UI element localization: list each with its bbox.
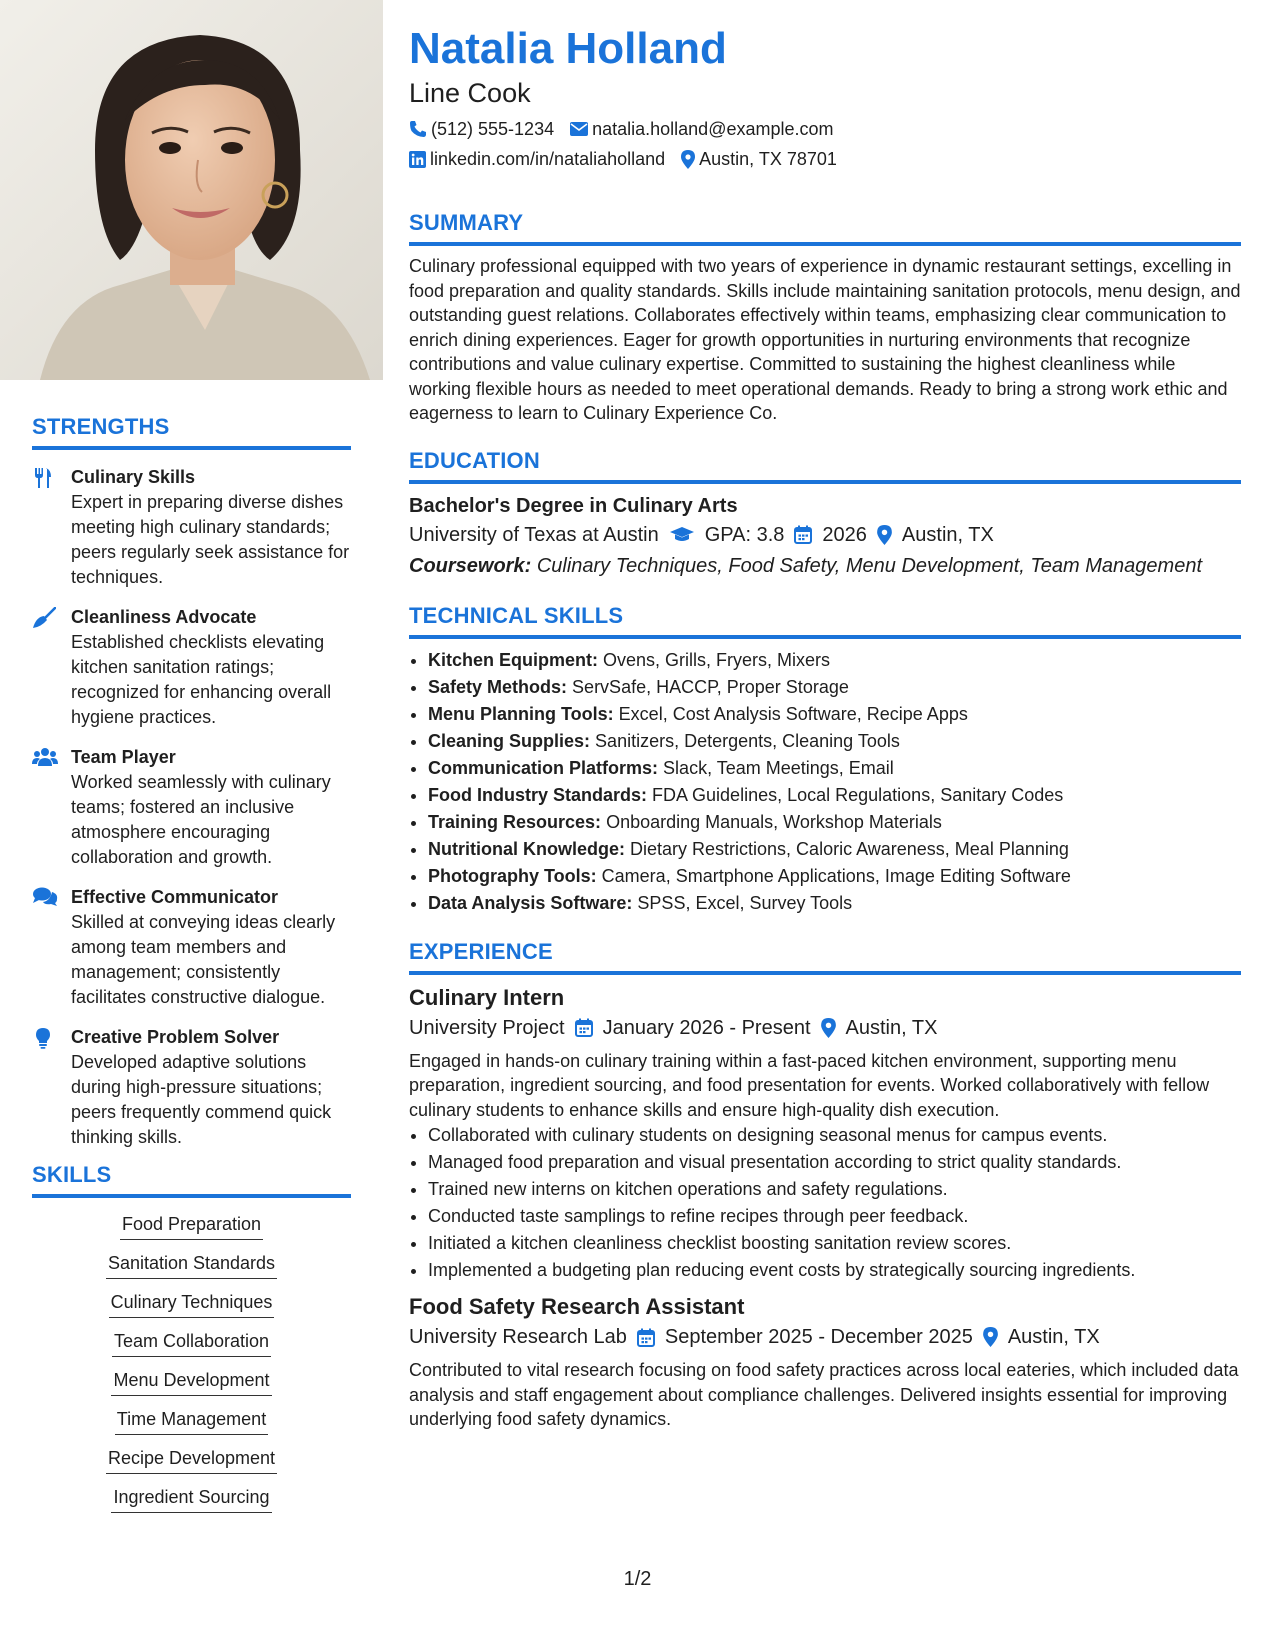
coursework — [409, 551, 1241, 581]
skill-values: Excel, Cost Analysis Software, Recipe Apps — [618, 703, 968, 724]
skill-category: Training Resources: — [428, 811, 602, 832]
job-entry — [409, 1292, 1241, 1432]
map-pin-icon — [983, 1327, 998, 1347]
strength-item — [32, 1025, 351, 1150]
experience-heading: EXPERIENCE — [409, 938, 553, 964]
gpa-text: GPA: 3.8 — [704, 523, 785, 546]
comments-icon — [32, 887, 58, 909]
location-text: Austin, TX 78701 — [699, 149, 837, 169]
job-bullets — [409, 1122, 1241, 1284]
skill-values: FDA Guidelines, Local Regulations, Sanitary Codes — [652, 784, 1064, 805]
section-divider — [409, 242, 1241, 246]
strength-title: Culinary Skills — [71, 467, 196, 487]
job-title: Culinary Intern — [409, 984, 565, 1010]
phone-text: (512) 555-1234 — [431, 119, 555, 139]
skills-heading: SKILLS — [32, 1162, 112, 1187]
email-contact — [570, 114, 833, 144]
job-location: Austin, TX — [1007, 1326, 1100, 1348]
list-item — [428, 863, 1241, 890]
map-pin-icon — [877, 525, 892, 545]
strength-item — [32, 605, 351, 730]
job-dates: September 2025 - December 2025 — [664, 1326, 973, 1348]
skill-tag: Recipe Development — [106, 1446, 277, 1474]
skill-category: Food Industry Standards: — [428, 784, 648, 805]
phone-contact — [409, 114, 554, 144]
skill-category: Cleaning Supplies: — [428, 730, 591, 751]
list-item — [428, 782, 1241, 809]
job-meta — [409, 1013, 1241, 1043]
skill-category: Kitchen Equipment: — [428, 649, 598, 670]
linkedin-contact — [409, 144, 665, 174]
experience-section — [409, 939, 1241, 1432]
skill-tag: Time Management — [115, 1407, 268, 1435]
strength-desc: Expert in preparing diverse dishes meeting high culinary standards; peers regularly seek assistance for techniques. — [71, 492, 350, 587]
job-description: Engaged in hands-on culinary training within a fast-paced kitchen environment, supporting menu preparation, ingredient sourcing, and food presentation for events. Worked collaboratively with fellow culinary students to enhance skills and ensure high-quality dish execution. — [409, 1050, 1210, 1120]
strength-title: Team Player — [71, 747, 176, 767]
section-divider — [32, 1194, 351, 1198]
technical-skills-heading: TECHNICAL SKILLS — [409, 602, 624, 628]
job-role: Line Cook — [409, 78, 531, 108]
list-item: • Collaborated with culinary students on designing seasonal menus for campus events. — [428, 1122, 1241, 1149]
list-item — [428, 755, 1241, 782]
skill-category: Menu Planning Tools: — [428, 703, 614, 724]
education-meta — [409, 520, 1241, 550]
coursework-list: Culinary Techniques, Food Safety, Menu Development, Team Management — [536, 554, 1202, 577]
skill-values: ServSafe, HACCP, Proper Storage — [572, 676, 849, 697]
strengths-section — [32, 414, 351, 1150]
location-contact — [681, 144, 837, 174]
list-item — [428, 890, 1241, 917]
strengths-heading: STRENGTHS — [32, 414, 170, 439]
list-item — [428, 701, 1241, 728]
strength-item — [32, 465, 351, 590]
job-org: University Research Lab — [409, 1326, 627, 1348]
skill-category: Photography Tools: — [428, 865, 597, 886]
users-icon — [32, 747, 58, 769]
section-divider — [409, 971, 1241, 975]
education-heading: EDUCATION — [409, 447, 540, 473]
skills-list — [32, 1212, 351, 1513]
graduation-year: 2026 — [822, 523, 867, 546]
list-item: • Trained new interns on kitchen operations and safety regulations. — [428, 1176, 1241, 1203]
skill-tag: Food Preparation — [120, 1212, 263, 1240]
list-item — [428, 809, 1241, 836]
job-meta — [409, 1322, 1241, 1352]
skill-category: Nutritional Knowledge: — [428, 838, 625, 859]
list-item — [428, 836, 1241, 863]
summary-text: Culinary professional equipped with two years of experience in dynamic restaurant settings, excelling in food preparation and quality standards. Skills include maintaining sanitation protocols, menu design, and outstanding guest relations. Collaborates effectively within teams, emphasizing clear communication to enrich dining experiences. Eager for growth opportunities in nurturing environments that recognize contributions and value culinary expertise. Committed to sustaining the highest cleanliness while working flexible hours as needed to meet operational demands. Ready to bring a strong work ethic and eagerness to learn to Culinary Experience Co. — [409, 256, 1241, 423]
skill-values: Ovens, Grills, Fryers, Mixers — [603, 649, 831, 670]
list-item — [428, 647, 1241, 674]
skill-tag: Sanitation Standards — [106, 1251, 277, 1279]
lightbulb-icon — [32, 1027, 58, 1049]
school-name: University of Texas at Austin — [409, 523, 659, 546]
skill-category: Safety Methods: — [428, 676, 568, 697]
skill-values: Camera, Smartphone Applications, Image Editing Software — [601, 865, 1071, 886]
phone-icon — [409, 120, 427, 138]
education-location: Austin, TX — [901, 523, 994, 546]
skill-values: Sanitizers, Detergents, Cleaning Tools — [595, 730, 900, 751]
envelope-icon — [570, 122, 588, 136]
coursework-label: Coursework: — [409, 554, 532, 577]
page-number: 1/2 — [623, 1568, 652, 1590]
skill-tag: Culinary Techniques — [109, 1290, 275, 1318]
list-item — [428, 674, 1241, 701]
strength-desc: Developed adaptive solutions during high-pressure situations; peers frequently commend quick thinking skills. — [71, 1052, 332, 1147]
linkedin-text: linkedin.com/in/nataliaholland — [430, 149, 666, 169]
linkedin-icon — [409, 151, 426, 168]
skill-values: SPSS, Excel, Survey Tools — [637, 892, 853, 913]
job-dates: January 2026 - Present — [602, 1016, 811, 1039]
job-entry — [409, 983, 1241, 1285]
list-item: • Managed food preparation and visual presentation according to strict quality standards. — [428, 1149, 1241, 1176]
strength-desc: Skilled at conveying ideas clearly among team members and management; consistently facilitates constructive dialogue. — [71, 912, 336, 1007]
section-divider — [409, 635, 1241, 639]
profile-photo — [0, 0, 383, 380]
skills-section — [32, 1162, 351, 1524]
job-location: Austin, TX — [845, 1016, 938, 1039]
list-item: • Conducted taste samplings to refine recipes through peer feedback. — [428, 1203, 1241, 1230]
summary-section — [409, 210, 1241, 426]
skill-values: Onboarding Manuals, Workshop Materials — [606, 811, 942, 832]
right-column — [409, 22, 1241, 1432]
map-pin-icon — [821, 1018, 836, 1038]
job-org: University Project — [409, 1016, 565, 1039]
skill-tag: Team Collaboration — [112, 1329, 271, 1357]
candidate-name: Natalia Holland — [409, 24, 727, 73]
skill-values: Dietary Restrictions, Caloric Awareness, Meal Planning — [630, 838, 1069, 859]
graduation-cap-icon — [669, 526, 695, 544]
list-item: • Implemented a budgeting plan reducing event costs by strategically sourcing ingredients. — [428, 1257, 1241, 1284]
education-section — [409, 448, 1241, 581]
section-divider — [32, 446, 351, 450]
strength-desc: Worked seamlessly with culinary teams; fostered an inclusive atmosphere encouraging collaboration and growth. — [71, 772, 331, 867]
technical-skills-section — [409, 603, 1241, 917]
utensils-icon — [32, 467, 58, 489]
skill-values: Slack, Team Meetings, Email — [663, 757, 894, 778]
job-description: Contributed to vital research focusing on food safety practices across local eateries, which included data analysis and staff engagement about compliance challenges. Delivered insights essential for improving underlying food safety dynamics. — [409, 1360, 1239, 1429]
strength-item — [32, 745, 351, 870]
skill-tag: Menu Development — [111, 1368, 271, 1396]
skill-category: Communication Platforms: — [428, 757, 659, 778]
calendar-icon — [637, 1328, 655, 1347]
strength-desc: Established checklists elevating kitchen sanitation ratings; recognized for enhancing overall hygiene practices. — [71, 632, 332, 727]
calendar-icon — [575, 1018, 593, 1037]
contact-info — [409, 114, 1241, 174]
job-title: Food Safety Research Assistant — [409, 1294, 745, 1319]
map-pin-icon — [681, 150, 695, 169]
summary-heading: SUMMARY — [409, 210, 524, 235]
broom-icon — [32, 607, 58, 629]
skill-category: Data Analysis Software: — [428, 892, 633, 913]
strength-title: Effective Communicator — [71, 887, 279, 907]
strength-item — [32, 885, 351, 1010]
left-column — [0, 0, 383, 1650]
technical-skills-list — [409, 647, 1241, 917]
calendar-icon — [794, 525, 812, 544]
degree-title: Bachelor's Degree in Culinary Arts — [409, 494, 738, 517]
list-item: • Initiated a kitchen cleanliness checklist boosting sanitation review scores. — [428, 1230, 1241, 1257]
strength-title: Cleanliness Advocate — [71, 607, 257, 627]
strength-title: Creative Problem Solver — [71, 1027, 280, 1047]
list-item — [428, 728, 1241, 755]
email-text: natalia.holland@example.com — [592, 119, 834, 139]
section-divider — [409, 480, 1241, 484]
skill-tag: Ingredient Sourcing — [111, 1485, 271, 1513]
